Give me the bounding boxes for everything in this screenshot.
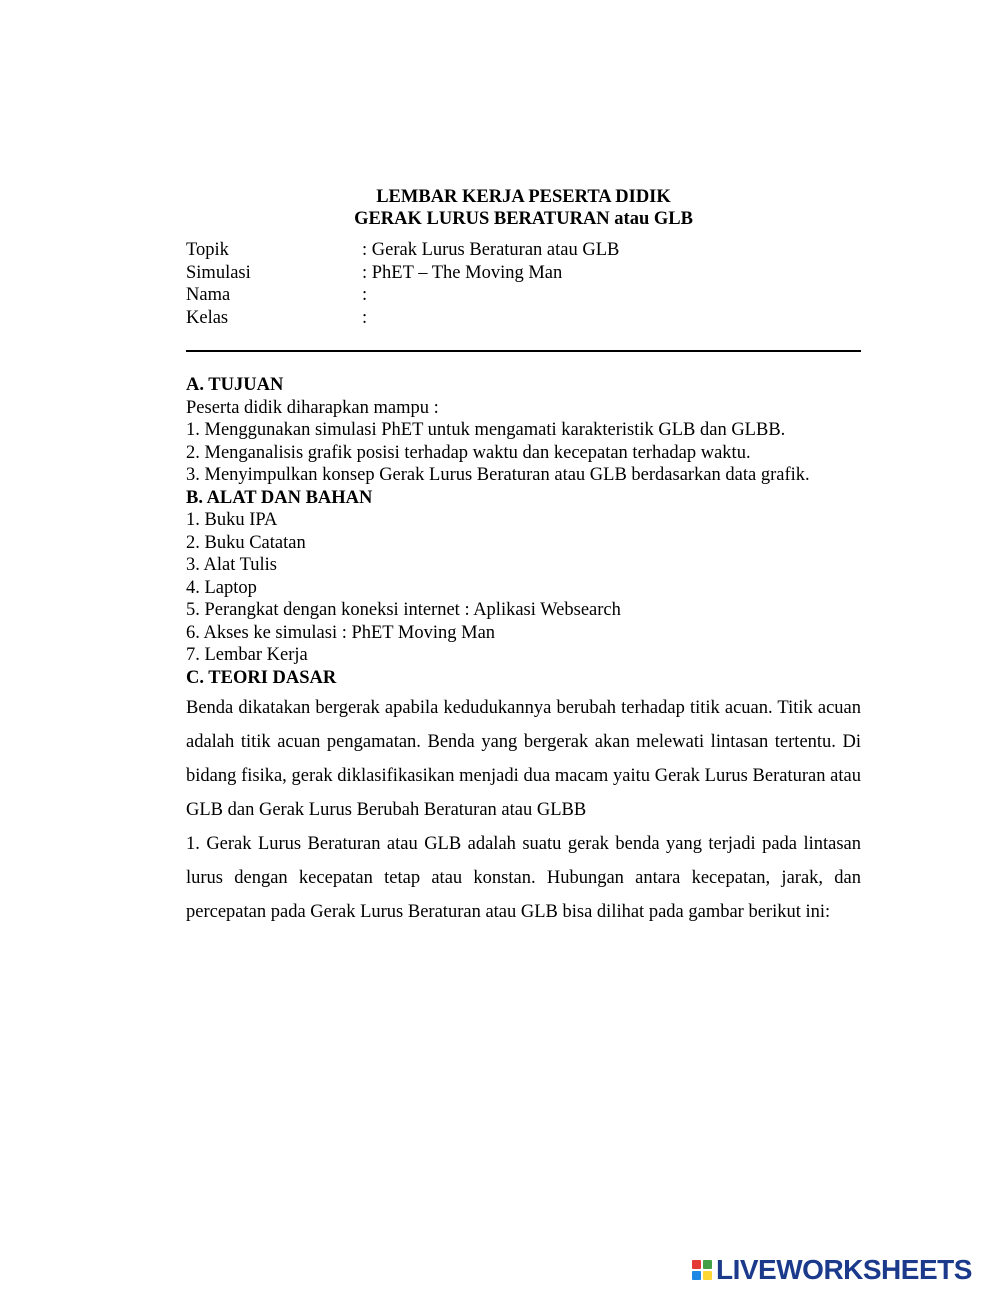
section-heading: A. TUJUAN xyxy=(186,375,284,395)
title-line-2: GERAK LURUS BERATURAN atau GLB xyxy=(354,209,693,229)
liveworksheets-logo-icon xyxy=(692,1260,712,1280)
worksheet-page xyxy=(186,186,861,929)
meta-row-topik xyxy=(186,239,861,262)
list-item: 3. Alat Tulis xyxy=(186,555,278,575)
logo-square-red xyxy=(692,1260,701,1269)
liveworksheets-brand[interactable] xyxy=(692,1255,972,1285)
divider xyxy=(186,350,861,352)
meta-label: Simulasi xyxy=(186,262,251,283)
list-item: 6. Akses ke simulasi : PhET Moving Man xyxy=(186,622,496,643)
teori-paragraph: 1. Gerak Lurus Beraturan atau GLB adalah suatu gerak benda yang terjadi pada lintasan lurus dengan kecepatan tetap atau konstan. Hubungan antara kecepatan, jarak, dan percepatan pada Gerak Lurus Beraturan atau GLB bisa dilihat pada gambar berikut ini: xyxy=(186,834,861,922)
meta-row-kelas xyxy=(186,307,861,330)
list-item: 5. Perangkat dengan koneksi internet : Aplikasi Websearch xyxy=(186,600,621,620)
meta-label: Kelas xyxy=(186,307,229,328)
tujuan-intro: Peserta didik diharapkan mampu : xyxy=(186,397,439,418)
logo-square-yellow xyxy=(703,1271,712,1280)
list-item: 3. Menyimpulkan konsep Gerak Lurus Beraturan atau GLB berdasarkan data grafik. xyxy=(186,465,810,485)
meta-value: : PhET – The Moving Man xyxy=(362,262,563,283)
teori-paragraph: Benda dikatakan bergerak apabila kedudukannya berubah terhadap titik acuan. Titik acuan adalah titik acuan pengamatan. Benda yang bergerak akan melewati lintasan tertentu. Di bidang fisika, gerak diklasifikasikan menjadi dua macam yaitu Gerak Lurus Beraturan atau GLB dan Gerak Lurus Berubah Beraturan atau GLBB xyxy=(186,698,861,820)
meta-value: : xyxy=(362,307,368,328)
list-item: 4. Laptop xyxy=(186,577,257,598)
list-item: 1. Buku IPA xyxy=(186,510,278,530)
meta-label: Topik xyxy=(186,240,229,260)
logo-square-green xyxy=(703,1260,712,1269)
section-tujuan xyxy=(186,374,861,929)
list-item: 1. Menggunakan simulasi PhET untuk mengamati karakteristik GLB dan GLBB. xyxy=(186,420,786,440)
logo-square-blue xyxy=(692,1271,701,1280)
list-item: 2. Buku Catatan xyxy=(186,532,306,553)
brand-text: LIVEWORKSHEETS xyxy=(716,1254,972,1285)
page-title xyxy=(186,186,861,230)
section-heading: B. ALAT DAN BAHAN xyxy=(186,487,373,508)
meta-table xyxy=(186,239,861,329)
list-item: 2. Menganalisis grafik posisi terhadap waktu dan kecepatan terhadap waktu. xyxy=(186,442,751,463)
title-line-1: LEMBAR KERJA PESERTA DIDIK xyxy=(376,187,671,207)
list-item: 7. Lembar Kerja xyxy=(186,645,308,665)
meta-value: : xyxy=(362,285,368,305)
meta-row-simulasi xyxy=(186,262,861,285)
meta-label: Nama xyxy=(186,285,231,305)
section-heading: C. TEORI DASAR xyxy=(186,667,337,688)
meta-row-nama xyxy=(186,284,861,307)
meta-value: : Gerak Lurus Beraturan atau GLB xyxy=(362,240,620,260)
